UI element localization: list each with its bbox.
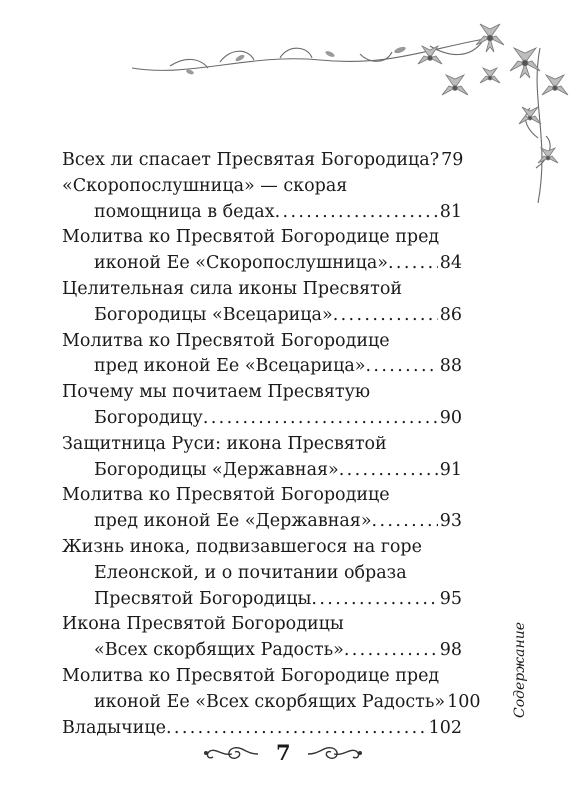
- toc-page-number: 95: [439, 588, 462, 609]
- toc-entry-text: помощница в бедах: [94, 201, 275, 222]
- toc-entry-text: Молитва ко Пресвятой Богородице: [62, 485, 390, 506]
- toc-entry-title: [62, 174, 462, 200]
- toc-page-number: 102: [428, 717, 462, 738]
- toc-page-number: 88: [439, 356, 462, 377]
- dot-leader: [372, 509, 438, 535]
- toc-entry: [62, 716, 462, 742]
- toc-entry-title-continuation: [62, 303, 462, 329]
- toc-entry-title-continuation: [62, 458, 462, 484]
- toc-entry-title-continuation: [62, 561, 462, 587]
- toc-page-number: 86: [439, 304, 462, 325]
- toc-entry-title-continuation: [62, 354, 462, 380]
- toc-entry-title-continuation: [62, 406, 462, 432]
- toc-entry: [62, 612, 462, 664]
- toc-entry-text: Молитва ко Пресвятой Богородице пред: [62, 227, 440, 248]
- toc-entry: [62, 380, 462, 432]
- right-scroll-ornament-icon: [304, 742, 364, 764]
- toc-entry-text: «Скоропослушница» — скорая: [62, 175, 348, 196]
- toc-entry-title-continuation: [62, 690, 481, 716]
- toc-page-number: 90: [439, 407, 462, 428]
- toc-entry-text: «Всех скорбящих Радость»: [94, 640, 344, 661]
- running-header-contents: Содержание: [512, 621, 528, 718]
- toc-entry-title: [62, 329, 462, 355]
- toc-entry-title-continuation: [62, 587, 462, 613]
- table-of-contents: [62, 148, 481, 741]
- toc-entry-text: пред иконой Ее «Державная»: [94, 511, 372, 532]
- dot-leader: [333, 303, 438, 329]
- toc-entry-text: Пресвятой Богородицы: [94, 588, 312, 609]
- toc-entry-title: [62, 612, 462, 638]
- dot-leader: [366, 354, 438, 380]
- page-number: 7: [276, 740, 291, 765]
- toc-entry: [62, 277, 462, 329]
- toc-entry-text: Молитва ко Пресвятой Богородице: [62, 330, 390, 351]
- dot-leader: [275, 200, 438, 226]
- toc-entry: [62, 329, 462, 381]
- toc-page-number: 79: [441, 150, 464, 170]
- toc-entry-text: иконой Ее «Скоропослушница»: [94, 253, 388, 274]
- toc-entry-text: Защитница Руси: икона Пресвятой: [62, 433, 387, 454]
- toc-entry-title-continuation: [62, 251, 462, 277]
- toc-entry: [62, 148, 462, 174]
- toc-page-number: 81: [439, 201, 462, 222]
- toc-entry-title: [62, 277, 462, 303]
- page-footer: [202, 742, 372, 772]
- left-scroll-ornament-icon: [202, 742, 262, 764]
- toc-page-number: 84: [439, 253, 462, 274]
- toc-entry-text: Богородицы «Всецарица»: [94, 304, 333, 325]
- toc-entry-title: [62, 225, 462, 251]
- toc-entry-title: [62, 483, 462, 509]
- toc-entry-title: [62, 716, 462, 742]
- dot-leader: [203, 406, 438, 432]
- toc-entry-text: Жизнь инока, подвизавшегося на горе: [62, 536, 422, 557]
- toc-entry-text: Всех ли спасает Пресвятая Богородица?: [62, 150, 440, 170]
- dot-leader: [339, 458, 438, 484]
- toc-entry-title-continuation: [62, 509, 462, 535]
- toc-entry-text: Целительная сила иконы Пресвятой: [62, 278, 403, 299]
- dot-leader: [344, 638, 438, 664]
- toc-page-number: 100: [447, 691, 481, 712]
- toc-entry-title: [62, 380, 462, 406]
- toc-entry: [62, 483, 462, 535]
- toc-page-number: 98: [439, 640, 462, 661]
- dot-leader: [388, 251, 438, 277]
- toc-entry-text: Икона Пресвятой Богородицы: [62, 614, 344, 635]
- toc-entry: [62, 664, 481, 716]
- toc-entry-text: Почему мы почитаем Пресвятую: [62, 382, 371, 403]
- toc-entry: [62, 535, 462, 612]
- toc-entry-text: Богородицу: [94, 407, 203, 428]
- toc-entry: [62, 225, 462, 277]
- toc-page-number: 91: [439, 459, 462, 480]
- toc-entry-title: [62, 535, 462, 561]
- toc-entry-title: [62, 432, 462, 458]
- toc-entry-text: пред иконой Ее «Всецарица»: [94, 356, 366, 377]
- toc-entry: [62, 432, 462, 484]
- toc-entry-text: Владычице: [62, 717, 166, 738]
- toc-entry-text: Молитва ко Пресвятой Богородице пред: [62, 665, 440, 686]
- toc-entry: [62, 174, 462, 226]
- toc-entry-text: Елеонской, и о почитании образа: [94, 562, 407, 583]
- toc-entry-title-continuation: [62, 200, 462, 226]
- toc-entry-text: Богородицы «Державная»: [94, 459, 339, 480]
- toc-entry-title: [62, 664, 462, 690]
- toc-page-number: 93: [439, 511, 462, 532]
- dot-leader: [166, 716, 427, 742]
- dot-leader: [311, 587, 437, 613]
- toc-entry-title: [62, 148, 462, 174]
- toc-entry-title-continuation: [62, 638, 462, 664]
- toc-entry-text: иконой Ее «Всех скорбящих Радость»: [94, 691, 446, 712]
